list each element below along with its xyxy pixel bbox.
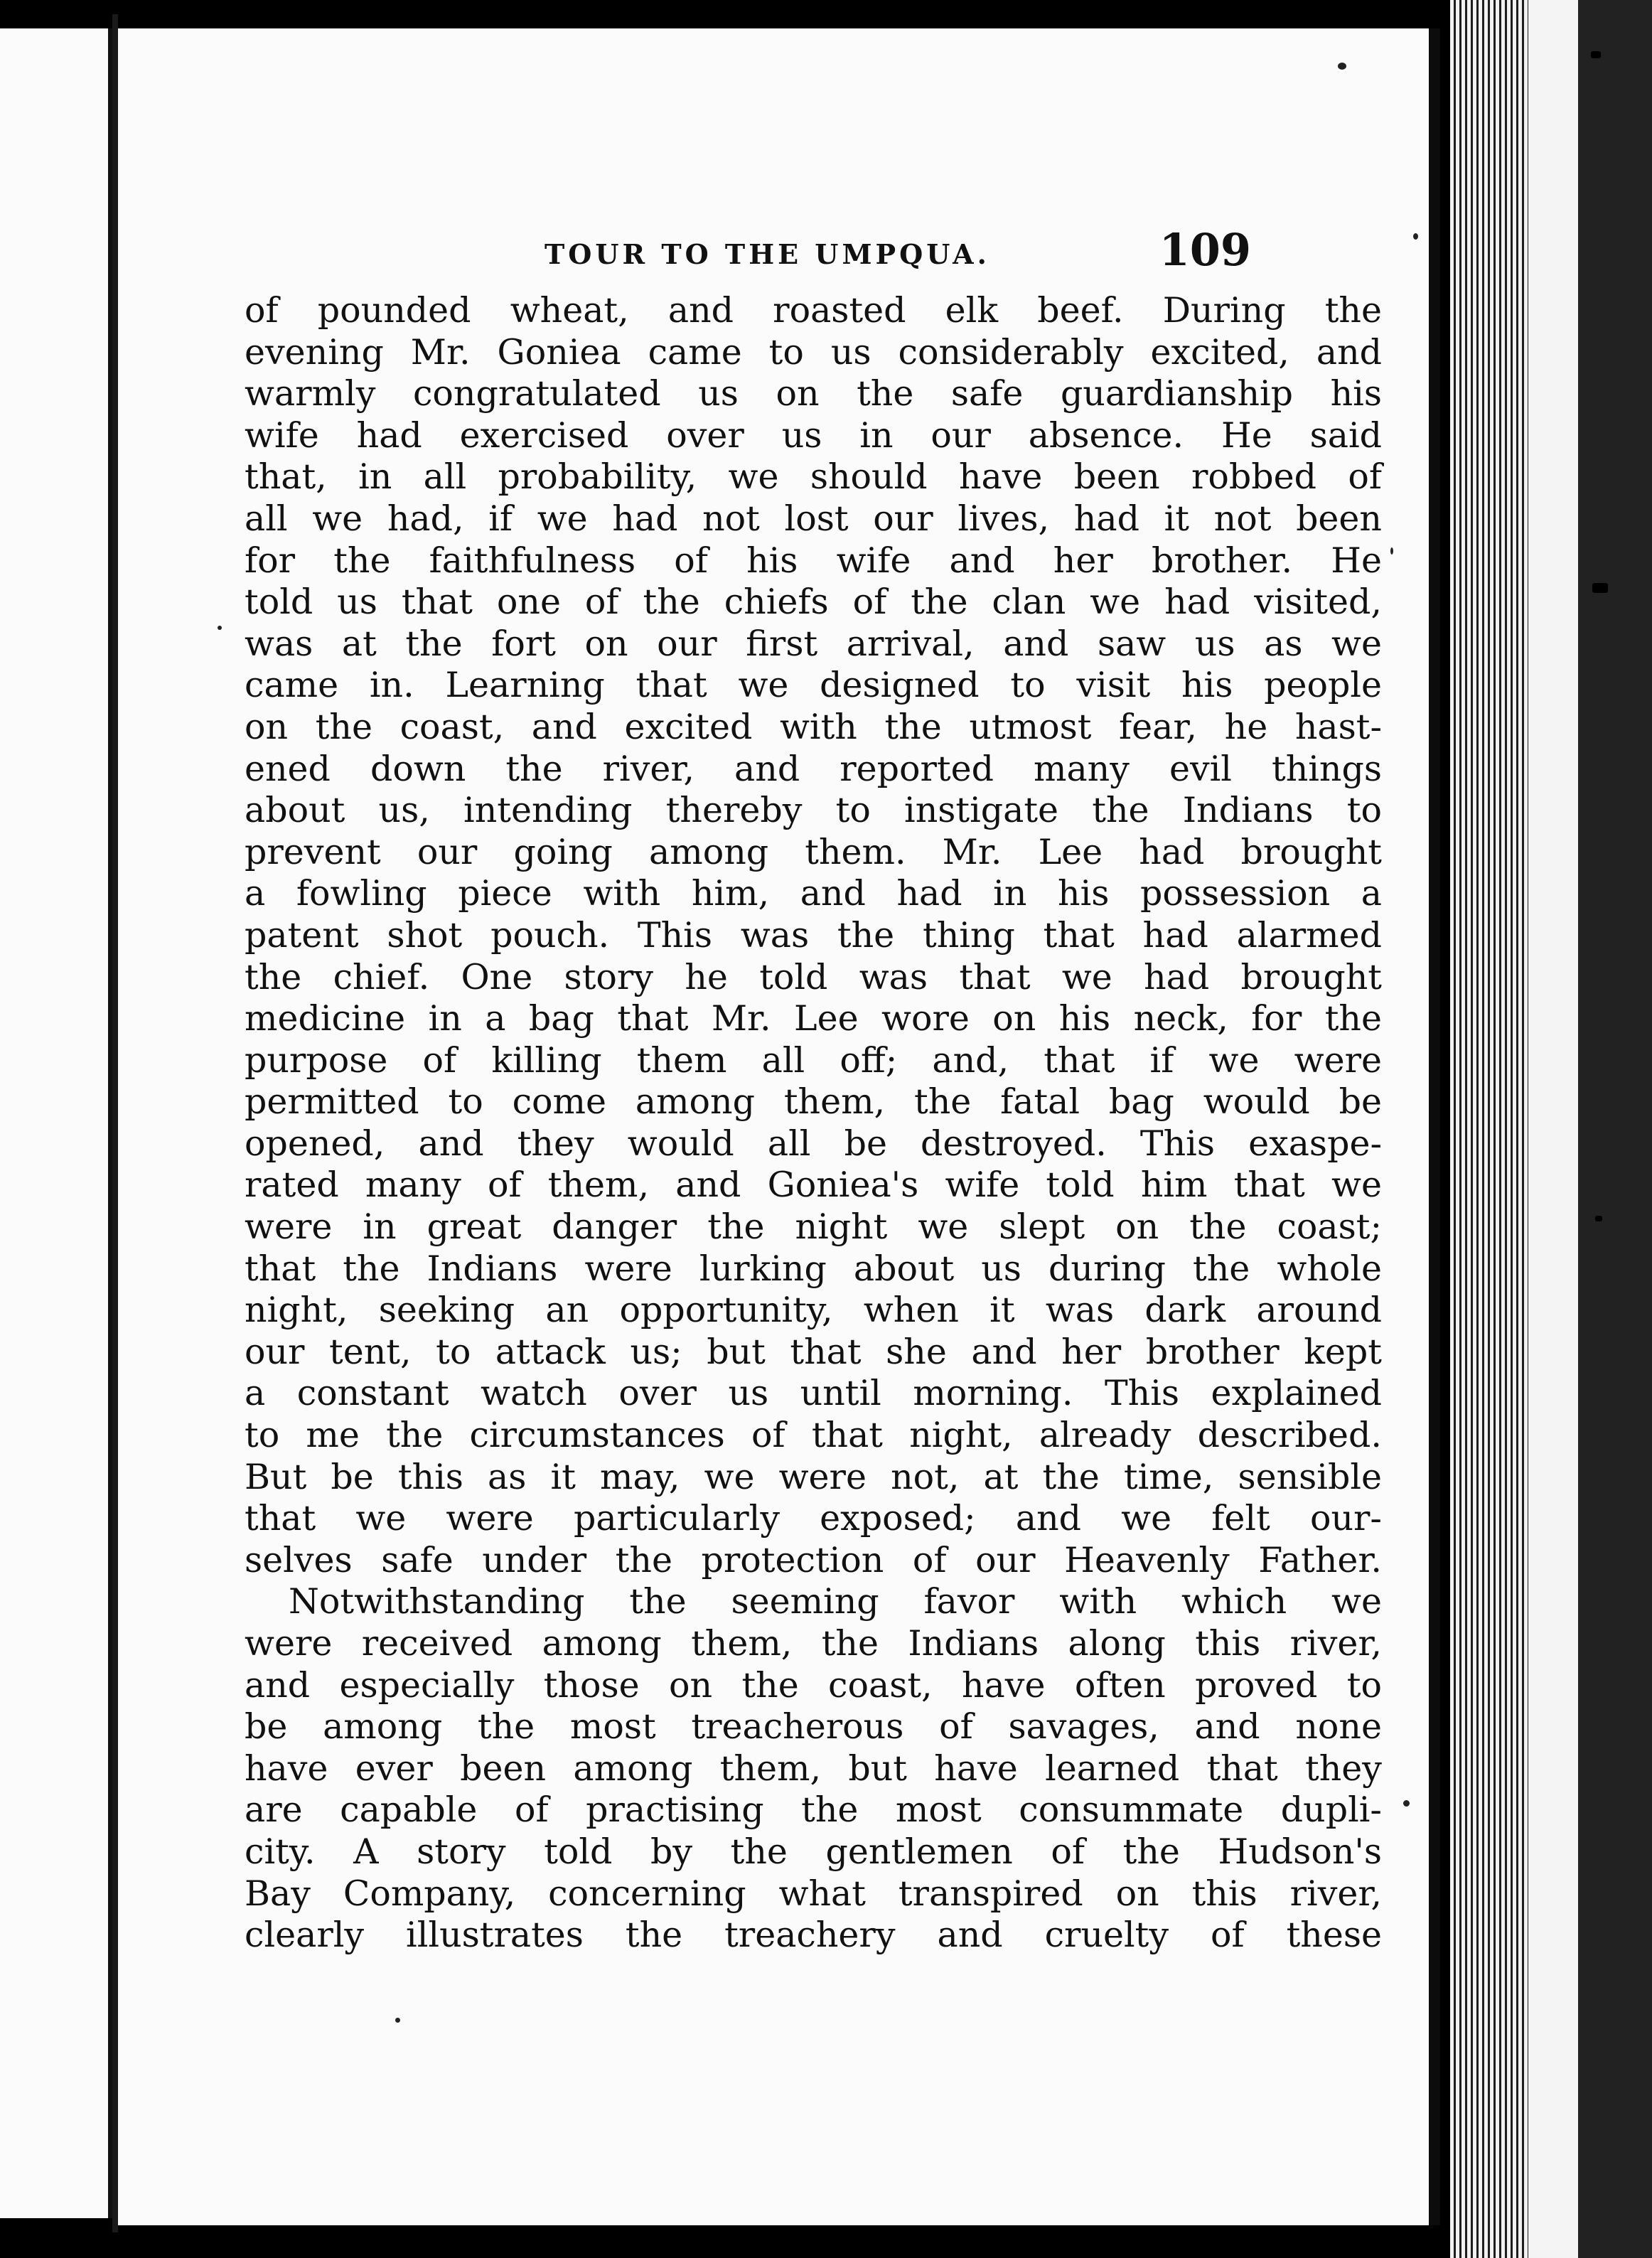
text-line: selves safe under the protection of our Heavenly Father. [245, 1539, 1382, 1580]
edge-mark [1592, 583, 1608, 593]
text-line: opened, and they would all be destroyed. This exaspe- [245, 1123, 1382, 1164]
running-head [545, 217, 1255, 281]
text-line: on the coast, and excited with the utmost fear, he hast- [245, 706, 1382, 747]
text-line: warmly congratulated us on the safe guardianship his [245, 373, 1382, 414]
facing-page-edge [0, 28, 112, 2218]
text-line: ened down the river, and reported many evil things [245, 748, 1382, 789]
text-line: for the faithfulness of his wife and her brother. He [245, 540, 1382, 581]
text-line: permitted to come among them, the fatal bag would be [245, 1081, 1382, 1123]
text-line: a fowling piece with him, and had in his possession a [245, 873, 1382, 914]
text-line: the chief. One story he told was that we had brought [245, 956, 1382, 997]
text-line: all we had, if we had not lost our lives, had it not been [245, 498, 1382, 539]
text-line: rated many of them, and Goniea's wife told him that we [245, 1165, 1382, 1206]
gutter [112, 14, 118, 2232]
edge-mark [1595, 1216, 1602, 1221]
text-line: that we were particularly exposed; and we felt our- [245, 1498, 1382, 1539]
page-number: 109 [1159, 224, 1251, 276]
text-line: were in great danger the night we slept on the coast; [245, 1206, 1382, 1248]
book-page [118, 28, 1440, 2225]
ink-speck [1338, 63, 1346, 70]
text-line: told us that one of the chiefs of the clan we had visited, [245, 582, 1382, 623]
text-line: are capable of practising the most consummate dupli- [245, 1789, 1382, 1831]
text-line: Bay Company, concerning what transpired on this river, [245, 1873, 1382, 1914]
text-line: a constant watch over us until morning. This explained [245, 1373, 1382, 1414]
ink-speck [1413, 233, 1418, 240]
text-line: evening Mr. Goniea came to us considerably excited, and [245, 331, 1382, 373]
text-line: wife had exercised over us in our absence. He said [245, 414, 1382, 456]
text-line: that the Indians were lurking about us during the whole [245, 1248, 1382, 1289]
text-line: prevent our going among them. Mr. Lee had brought [245, 831, 1382, 872]
ink-speck [1403, 1800, 1410, 1807]
text-line: have ever been among them, but have learned that they [245, 1748, 1382, 1789]
running-title: TOUR TO THE UMPQUA. [545, 238, 990, 270]
text-line: medicine in a bag that Mr. Lee wore on his neck, for the [245, 998, 1382, 1039]
text-line: and especially those on the coast, have often proved to [245, 1664, 1382, 1706]
text-line: were received among them, the Indians along this river, [245, 1623, 1382, 1664]
text-line: was at the fort on our first arrival, and saw us as we [245, 623, 1382, 664]
text-line: to me the circumstances of that night, already described. [245, 1415, 1382, 1456]
ink-speck [1390, 547, 1393, 555]
text-line: Notwithstanding the seeming favor with which we [289, 1581, 1382, 1622]
text-line: be among the most treacherous of savages, and none [245, 1706, 1382, 1748]
text-line: city. A story told by the gentlemen of the Hudson's [245, 1831, 1382, 1872]
text-line: night, seeking an opportunity, when it was dark around [245, 1290, 1382, 1331]
text-line: of pounded wheat, and roasted elk beef. During the [245, 290, 1382, 331]
edge-mark [1591, 51, 1601, 58]
text-line: came in. Learning that we designed to visit his people [245, 665, 1382, 706]
text-line: patent shot pouch. This was the thing that had alarmed [245, 914, 1382, 956]
text-line: But be this as it may, we were not, at the time, sensible [245, 1456, 1382, 1497]
ink-speck [218, 626, 222, 630]
text-line: about us, intending thereby to instigate the Indians to [245, 790, 1382, 831]
text-line: clearly illustrates the treachery and cruelty of these [245, 1915, 1382, 1956]
text-line: purpose of killing them all off; and, that if we were [245, 1039, 1382, 1081]
page-stack-light [1528, 0, 1578, 2258]
page-stack-edges [1450, 0, 1528, 2258]
text-line: that, in all probability, we should have been robbed of [245, 456, 1382, 498]
body-text [245, 290, 1382, 1957]
ink-speck [395, 2018, 400, 2023]
text-line: our tent, to attack us; but that she and her brother kept [245, 1331, 1382, 1372]
